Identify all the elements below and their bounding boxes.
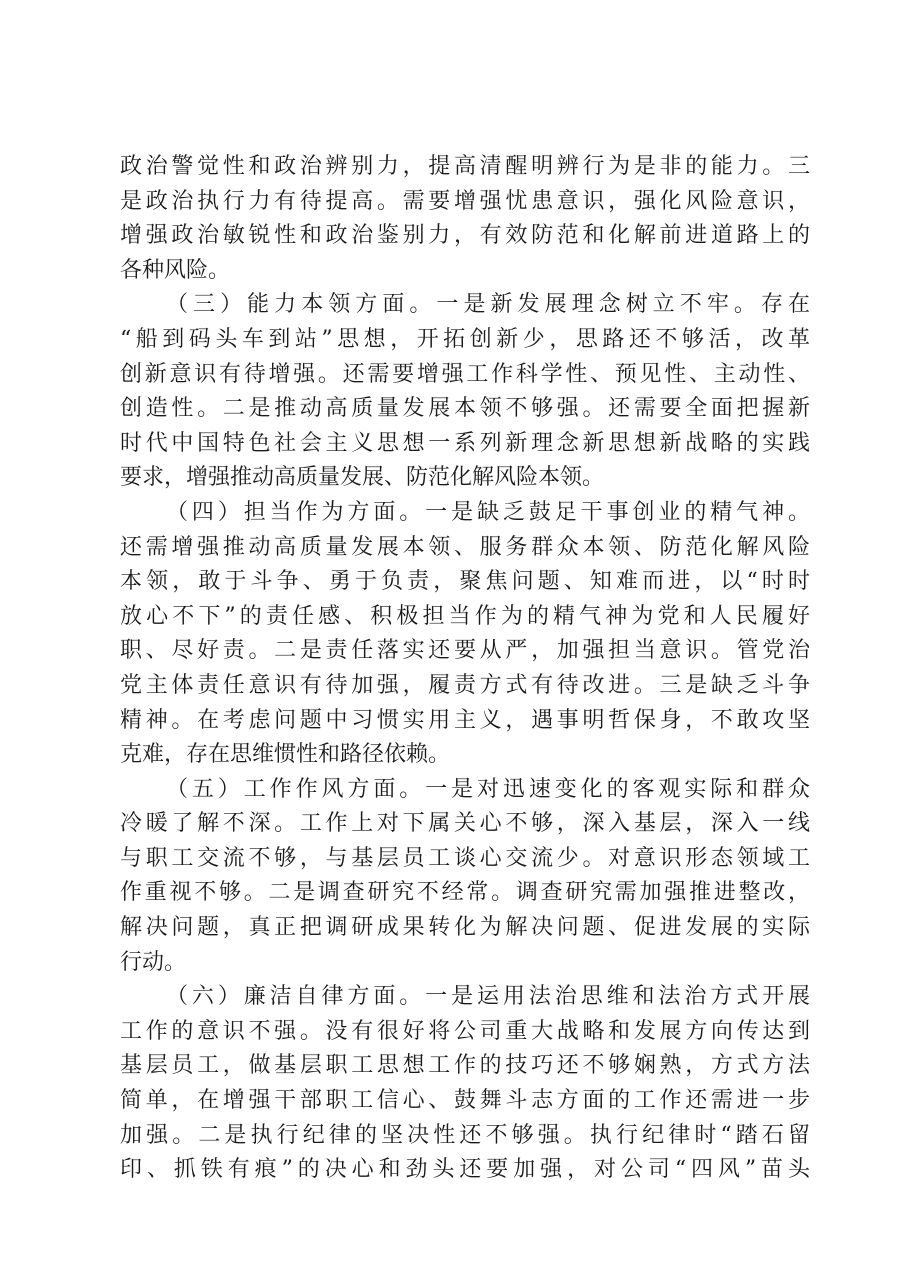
- text-line: 精神。在考虑问题中习惯实用主义，遇事明哲保身，不敢攻坚: [120, 707, 810, 733]
- text-line: （四）担当作为方面。一是缺乏鼓足干事创业的精气神。: [166, 499, 810, 525]
- text-line: 职、尽好责。二是责任落实还要从严，加强担当意识。管党治: [120, 638, 810, 664]
- text-line: 政治警觉性和政治辨别力，提高清醒明辨行为是非的能力。三: [120, 154, 810, 179]
- text-line: 还需增强推动高质量发展本领、服务群众本领、防范化解风险: [120, 534, 810, 560]
- text-line: 基层员工，做基层职工思想工作的技巧还不够娴熟，方式方法: [120, 1053, 810, 1079]
- text-line: 本领，敢于斗争、勇于负责，聚焦问题、知难而进，以“时时: [120, 569, 810, 595]
- text-line: （三）能力本领方面。一是新发展理念树立不牢。存在: [166, 292, 810, 318]
- text-line: 创新意识有待增强。还需要增强工作科学性、预见性、主动性、: [120, 361, 810, 387]
- text-line: 创造性。二是推动高质量发展本领不够强。还需要全面把握新: [120, 396, 810, 422]
- text-line: （六）廉洁自律方面。一是运用法治思维和法治方式开展: [166, 984, 810, 1010]
- text-line: 是政治执行力有待提高。需要增强忧患意识，强化风险意识，: [120, 188, 810, 214]
- text-line: 增强政治敏锐性和政治鉴别力，有效防范和化解前进道路上的: [120, 223, 810, 249]
- text-line: 加强。二是执行纪律的坚决性还不够强。执行纪律时“踏石留: [120, 1122, 810, 1148]
- text-line: 各种风险。: [120, 257, 231, 283]
- text-line: 作重视不够。二是调查研究不经常。调查研究需加强推进整改，: [120, 880, 810, 906]
- text-line: 克难，存在思维惯性和路径依赖。: [120, 742, 451, 768]
- document-body: [120, 150, 810, 1188]
- text-line: 要求，增强推动高质量发展、防范化解风险本领。: [120, 465, 605, 491]
- text-line: 解决问题，真正把调研成果转化为解决问题、促进发展的实际: [120, 915, 810, 941]
- text-line: 时代中国特色社会主义思想一系列新理念新思想新战略的实践: [120, 430, 810, 456]
- text-line: 冷暖了解不深。工作上对下属关心不够，深入基层，深入一线: [120, 811, 810, 837]
- text-line: 与职工交流不够，与基层员工谈心交流少。对意识形态领域工: [120, 845, 810, 871]
- text-line: （五）工作作风方面。一是对迅速变化的客观实际和群众: [166, 776, 810, 802]
- text-line: 行动。: [120, 949, 187, 975]
- text-line: 放心不下”的责任感、积极担当作为的精气神为党和人民履好: [120, 603, 810, 629]
- text-line: 印、抓铁有痕”的决心和劲头还要加强，对公司“四风”苗头: [120, 1157, 810, 1183]
- text-line: 简单，在增强干部职工信心、鼓舞斗志方面的工作还需进一步: [120, 1088, 810, 1114]
- text-line: “船到码头车到站”思想，开拓创新少，思路还不够活，改革: [120, 326, 810, 352]
- text-line: 党主体责任意识有待加强，履责方式有待改进。三是缺乏斗争: [120, 672, 810, 698]
- text-line: 工作的意识不强。没有很好将公司重大战略和发展方向传达到: [120, 1018, 810, 1044]
